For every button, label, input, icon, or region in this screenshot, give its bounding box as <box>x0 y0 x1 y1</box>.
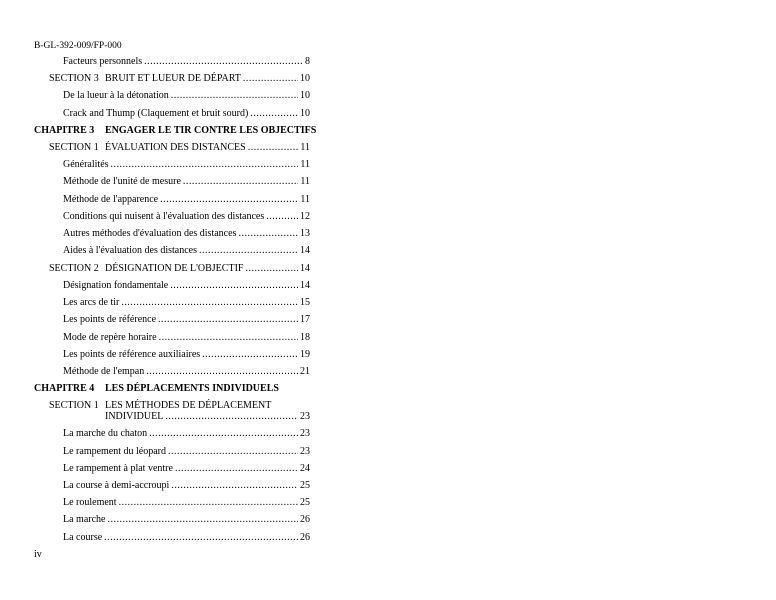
toc-entry-page: 14 <box>300 280 310 291</box>
toc-section <box>49 73 310 85</box>
toc-entry <box>63 108 310 120</box>
toc-entry-title: La course <box>63 532 103 543</box>
toc-chapter-label: CHAPITRE 4 <box>34 383 95 394</box>
toc-entry <box>63 332 310 344</box>
toc-entry-title: La course à demi-accroupi <box>63 480 170 491</box>
toc-entry-page: 11 <box>300 159 310 170</box>
dot-leader <box>146 366 298 378</box>
dot-leader <box>245 263 298 275</box>
toc-entry <box>63 514 310 526</box>
toc-section-title: LES MÉTHODES DE DÉPLACEMENT <box>105 400 272 411</box>
toc-entry-page: 26 <box>300 532 310 543</box>
toc-section-page: 14 <box>300 263 310 274</box>
toc-entry-title: Crack and Thump (Claquement et bruit sourd) <box>63 108 249 119</box>
toc-entry-page: 12 <box>300 211 310 222</box>
dot-leader <box>107 514 298 526</box>
dot-leader <box>250 108 298 120</box>
dot-leader <box>170 280 298 292</box>
document-id: B-GL-392-009/FP-000 <box>34 41 122 51</box>
dot-leader <box>243 73 298 85</box>
toc-entry <box>63 245 310 257</box>
dot-leader <box>165 411 298 422</box>
toc-entry-page: 10 <box>300 108 310 119</box>
toc-section-title: BRUIT ET LUEUR DE DÉPART <box>105 73 241 84</box>
dot-leader <box>168 446 298 458</box>
toc-entry <box>63 280 310 292</box>
toc-entry <box>63 228 310 240</box>
toc-entry <box>63 497 310 509</box>
toc-entry-title: Méthode de l'apparence <box>63 194 159 205</box>
toc-entry-page: 14 <box>300 245 310 256</box>
toc-entry-page: 24 <box>300 463 310 474</box>
toc-entry-title: Le rampement à plat ventre <box>63 463 173 474</box>
dot-leader <box>111 159 299 171</box>
dot-leader <box>238 228 298 240</box>
toc-chapter-title: LES DÉPLACEMENTS INDIVIDUELS <box>105 383 279 394</box>
toc-entry <box>63 446 310 458</box>
dot-leader <box>248 142 299 154</box>
dot-leader <box>171 480 298 492</box>
toc-entry-title: Autres méthodes d'évaluation des distances <box>63 228 237 239</box>
toc-entry-title: Facteurs personnels <box>63 56 143 67</box>
dot-leader <box>104 532 298 544</box>
toc-entry-title: Les arcs de tir <box>63 297 120 308</box>
toc-entry-page: 25 <box>300 480 310 491</box>
dot-leader <box>183 176 298 188</box>
toc-entry-page: 23 <box>300 428 310 439</box>
toc-entry-page: 11 <box>300 176 310 187</box>
toc-entry <box>63 428 310 440</box>
toc-section <box>49 142 310 154</box>
toc-entry-title: La marche <box>63 514 106 525</box>
dot-leader <box>160 194 298 206</box>
toc-entry <box>63 366 310 378</box>
dot-leader <box>171 90 298 102</box>
toc-entry <box>63 314 310 326</box>
toc-entry-page: 15 <box>300 297 310 308</box>
toc-section-label: SECTION 1 <box>49 400 99 411</box>
toc-section-label: SECTION 1 <box>49 142 99 153</box>
toc-entry <box>63 159 310 171</box>
toc-entry-title: Méthode de l'unité de mesure <box>63 176 181 187</box>
dot-leader <box>144 56 303 68</box>
toc-entry-title: Désignation fondamentale <box>63 280 169 291</box>
toc-entry-title: Méthode de l'empan <box>63 366 145 377</box>
toc-entry-title: Le rampement du léopard <box>63 446 167 457</box>
dot-leader <box>158 314 298 326</box>
toc-entry-page: 17 <box>300 314 310 325</box>
toc-section-title-line2: INDIVIDUEL <box>105 411 164 422</box>
toc-section-title-continued <box>105 411 310 422</box>
toc-entry-title: Les points de référence auxiliaires <box>63 349 201 360</box>
toc-chapter <box>34 125 324 137</box>
toc-entry-page: 19 <box>300 349 310 360</box>
toc-chapter-label: CHAPITRE 3 <box>34 125 95 136</box>
dot-leader <box>119 497 298 509</box>
dot-leader <box>175 463 298 475</box>
toc-entry-page: 13 <box>300 228 310 239</box>
dot-leader <box>149 428 298 440</box>
toc-chapter-title: ENGAGER LE TIR CONTRE LES OBJECTIFS <box>105 125 317 136</box>
dot-leader <box>202 349 298 361</box>
toc-entry-title: Généralités <box>63 159 109 170</box>
dot-leader <box>266 211 298 223</box>
toc-section-label: SECTION 3 <box>49 73 99 84</box>
toc-entry-title: Le roulement <box>63 497 117 508</box>
toc-section-title: DÉSIGNATION DE L'OBJECTIF <box>105 263 244 274</box>
toc-entry-page: 8 <box>305 56 310 67</box>
toc-entry-page: 10 <box>300 90 310 101</box>
toc-entry-title: Aides à l'évaluation des distances <box>63 245 197 256</box>
toc-chapter <box>34 383 324 395</box>
toc-entry-title: La marche du chaton <box>63 428 148 439</box>
toc-entry-title: Mode de repère horaire <box>63 332 157 343</box>
toc-entry-title: De la lueur à la détonation <box>63 90 169 101</box>
toc-section-label: SECTION 2 <box>49 263 99 274</box>
page-number: iv <box>34 549 42 560</box>
toc-entry-page: 18 <box>300 332 310 343</box>
toc-section-page: 23 <box>300 411 310 422</box>
toc-entry <box>63 194 310 206</box>
toc-section-page: 11 <box>300 142 310 153</box>
dot-leader <box>121 297 298 309</box>
toc-section <box>49 263 310 275</box>
toc-entry <box>63 56 310 68</box>
toc-section <box>49 400 310 424</box>
toc-entry <box>63 532 310 544</box>
toc-entry-page: 11 <box>300 194 310 205</box>
toc-entry <box>63 480 310 492</box>
toc-entry-page: 25 <box>300 497 310 508</box>
toc-entry-page: 23 <box>300 446 310 457</box>
dot-leader <box>159 332 298 344</box>
toc-entry-page: 21 <box>300 366 310 377</box>
dot-leader <box>199 245 298 257</box>
toc-entry <box>63 90 310 102</box>
toc-entry <box>63 349 310 361</box>
toc-entry-page: 26 <box>300 514 310 525</box>
toc-entry-title: Conditions qui nuisent à l'évaluation des distances <box>63 211 265 222</box>
toc-entry <box>63 176 310 188</box>
toc-entry <box>63 463 310 475</box>
toc-entry-title: Les points de référence <box>63 314 157 325</box>
toc-entry <box>63 297 310 309</box>
toc-section-title: ÉVALUATION DES DISTANCES <box>105 142 246 153</box>
toc-entry <box>63 211 310 223</box>
toc-section-page: 10 <box>300 73 310 84</box>
